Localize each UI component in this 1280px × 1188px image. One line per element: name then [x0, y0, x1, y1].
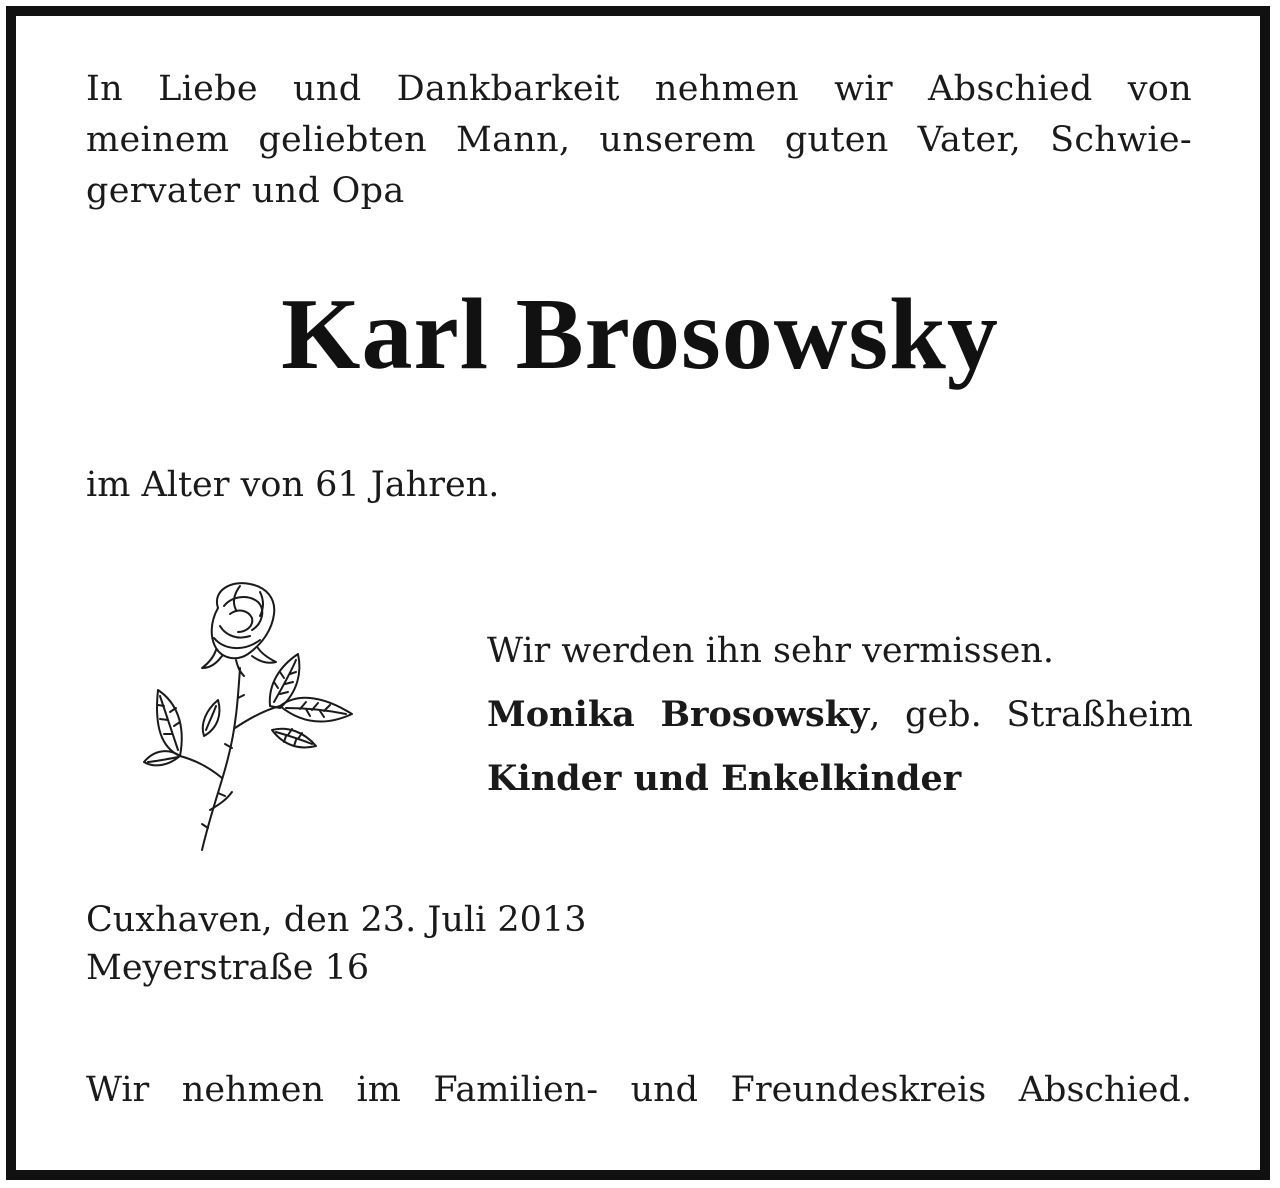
- spouse-suffix: , geb. Straßheim: [869, 695, 1193, 735]
- street-address: Meyerstraße 16: [86, 948, 370, 988]
- closing-text: Wir nehmen im Familien- und Freundeskreis Abschied.: [86, 1070, 1192, 1110]
- intro-line-3: gervater und Opa: [86, 171, 405, 211]
- family-block: [487, 626, 1193, 818]
- place-date-block: [86, 896, 586, 992]
- city-date: Cuxhaven, den 23. Juli 2013: [86, 900, 587, 940]
- deceased-name: Karl Brosowsky: [281, 278, 999, 391]
- age-text: im Alter von 61 Jahren.: [86, 465, 500, 505]
- intro-line-2: meinem geliebten Mann, unserem guten Vater, Schwie-: [86, 120, 1192, 160]
- children-line: Kinder und Enkelkinder: [487, 758, 962, 799]
- spouse-name: Monika Brosowsky: [487, 694, 870, 735]
- intro-text: [86, 64, 1192, 217]
- rose-icon: [140, 578, 360, 858]
- intro-line-1: In Liebe und Dankbarkeit nehmen wir Abschied von: [86, 69, 1192, 109]
- spouse-line: [487, 690, 1193, 754]
- family-message: Wir werden ihn sehr vermissen.: [487, 631, 1054, 671]
